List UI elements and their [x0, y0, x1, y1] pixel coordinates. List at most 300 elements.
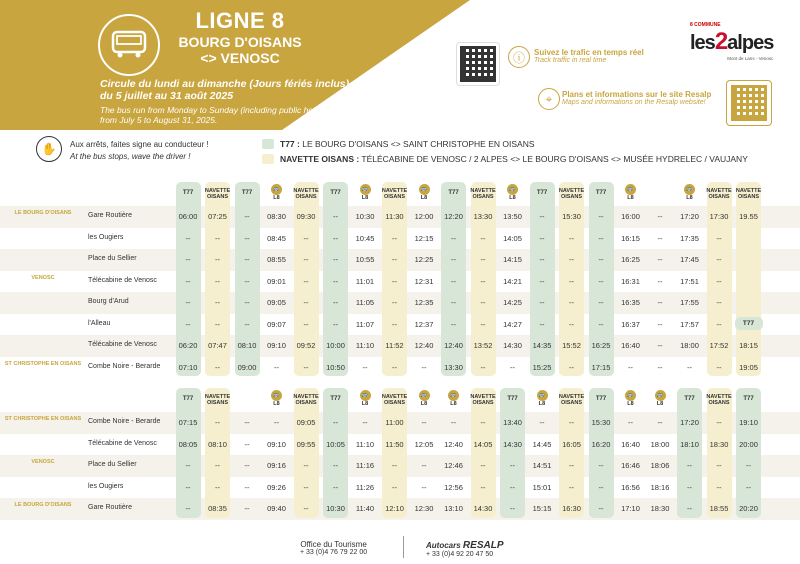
time-cell: -- [598, 298, 604, 307]
time-cell: 16:20 [591, 439, 611, 449]
legend-t77-code: T77 : [280, 139, 300, 149]
time-cell: -- [539, 276, 545, 286]
time-cell: -- [716, 298, 722, 307]
time-cell: 12:25 [414, 255, 434, 264]
time-cell: -- [539, 418, 545, 427]
time-cell: -- [687, 461, 692, 470]
tourism-office-phone[interactable]: + 33 (0)4 76 79 22 00 [300, 549, 368, 556]
time-cell: 08:30 [267, 212, 286, 221]
column-header: T77 [595, 396, 607, 402]
l8-label: L8 [450, 401, 457, 407]
time-cell: 11:50 [385, 439, 404, 449]
time-cell: -- [274, 362, 279, 372]
time-cell: 09:07 [267, 319, 286, 329]
time-cell: 09:52 [296, 341, 316, 350]
column-header: T77 [536, 190, 548, 196]
time-cell: 18:16 [650, 482, 670, 492]
time-cell: 11:01 [355, 276, 375, 286]
time-cell: T77 [735, 317, 763, 330]
column-header [469, 188, 497, 200]
time-cell: -- [598, 504, 604, 513]
les2alpes-logo [690, 22, 773, 61]
time-cell: 10:50 [326, 362, 345, 372]
stop-name: Télécabine de Venosc [88, 341, 157, 348]
time-cell: -- [215, 298, 220, 307]
navette-label: NAVETTE [470, 394, 496, 400]
navette-label: NAVETTE [204, 188, 231, 194]
time-cell: 18:06 [650, 461, 670, 470]
time-cell: 09:05 [267, 298, 286, 307]
oisans-label: OISANS [472, 400, 494, 406]
time-cell: -- [569, 233, 574, 243]
time-cell: 19.55 [739, 212, 758, 221]
column-header: T77 [330, 190, 341, 196]
column-header: T77 [595, 190, 607, 196]
time-cell: -- [244, 504, 250, 513]
navette-label: NAVETTE [293, 394, 319, 400]
time-cell: -- [598, 461, 604, 470]
schedule-en [100, 105, 338, 125]
time-cell: -- [539, 319, 545, 329]
time-cell: -- [569, 362, 574, 372]
service-column [471, 388, 496, 518]
bus-l8-icon: 🚌 [271, 184, 282, 195]
stop-name: Combe Noire - Berarde [88, 418, 161, 425]
time-cell: 14:05 [473, 439, 493, 449]
time-cell: -- [451, 418, 456, 427]
time-cell: -- [687, 482, 692, 492]
time-cell: 12:40 [414, 341, 434, 350]
time-cell: -- [480, 319, 486, 329]
service-column [707, 388, 732, 518]
time-cell: 06:20 [178, 341, 198, 350]
resalp-name: RESALP [462, 540, 504, 551]
time-cell: 14:05 [503, 233, 522, 243]
time-cell: -- [539, 212, 545, 221]
time-cell: -- [392, 482, 397, 492]
wave-note-en: At the bus stops, wave the driver ! [70, 152, 191, 161]
time-cell: 18:55 [709, 504, 729, 513]
l8-label: L8 [273, 195, 280, 201]
zone-label: ST CHRISTOPHE EN OISANS [4, 416, 82, 422]
time-cell: -- [185, 461, 191, 470]
resalp-autocars: Autocars [426, 541, 461, 550]
time-cell: 10:30 [355, 212, 375, 221]
time-cell: 12:35 [414, 298, 434, 307]
time-cell: 15:30 [591, 418, 611, 427]
plans-info-en: Maps and informations on the Resalp website! [562, 99, 706, 106]
navette-label: NAVETTE [558, 188, 585, 194]
time-cell: -- [303, 482, 309, 492]
service-column [382, 388, 407, 518]
time-cell: -- [657, 255, 663, 264]
time-cell: 09:26 [267, 482, 286, 492]
time-cell: 08:10 [208, 439, 227, 449]
bus-l8-icon: 🚌 [625, 390, 636, 401]
time-cell: -- [392, 276, 397, 286]
time-cell: 07:10 [178, 362, 198, 372]
time-cell: 18:00 [680, 341, 699, 350]
column-header [735, 188, 763, 200]
bus-icon [98, 14, 160, 76]
time-cell: -- [215, 319, 220, 329]
time-cell: 11:10 [355, 439, 375, 449]
service-column [677, 388, 702, 518]
bus-l8-icon: 🚌 [419, 390, 430, 401]
time-cell: -- [539, 233, 545, 243]
time-cell: -- [628, 362, 633, 372]
time-cell: -- [303, 362, 309, 372]
stop-name: Gare Routière [88, 212, 132, 219]
time-cell: 10:00 [326, 341, 345, 350]
time-cell: 06:00 [178, 212, 198, 221]
time-cell: 10:45 [355, 233, 375, 243]
time-cell: -- [716, 482, 722, 492]
column-header [351, 390, 379, 407]
time-cell: 09:10 [267, 341, 286, 350]
time-cell: -- [569, 276, 574, 286]
column-header [204, 188, 232, 200]
column-header: T77 [241, 190, 253, 196]
time-cell: 12:31 [414, 276, 434, 286]
column-header [263, 184, 291, 201]
bus-l8-icon: 🚌 [360, 390, 371, 401]
service-column [294, 388, 319, 518]
time-cell: 11:30 [385, 212, 404, 221]
time-cell: -- [362, 362, 368, 372]
time-cell: 16:40 [621, 439, 640, 449]
time-cell: -- [480, 255, 486, 264]
column-header: T77 [182, 190, 194, 196]
l8-label: L8 [686, 195, 693, 201]
time-cell: -- [244, 461, 250, 470]
oisans-label: OISANS [295, 194, 317, 200]
timetable-return [0, 386, 800, 521]
time-cell: -- [657, 298, 663, 307]
time-cell: 16:30 [562, 504, 581, 513]
time-cell: -- [539, 298, 545, 307]
time-cell: -- [215, 255, 220, 264]
time-cell: -- [716, 461, 722, 470]
route-destination: <> VENOSC [200, 50, 280, 66]
time-cell: 15:01 [532, 482, 552, 492]
stop-name: Gare Routière [88, 504, 132, 511]
time-cell: -- [333, 319, 338, 329]
service-column [559, 388, 584, 518]
column-header: T77 [684, 396, 695, 402]
time-cell: -- [392, 298, 397, 307]
line-number: LIGNE 8 [195, 8, 285, 33]
time-cell: -- [392, 233, 397, 243]
time-cell: -- [215, 276, 220, 286]
legend-navette-swatch [262, 154, 274, 164]
time-cell: 17:57 [680, 319, 699, 329]
time-cell: -- [657, 362, 663, 372]
time-cell: -- [274, 418, 279, 427]
time-cell: -- [510, 362, 515, 372]
column-header [440, 390, 468, 407]
time-cell: -- [185, 504, 191, 513]
oisans-label: OISANS [560, 400, 583, 406]
column-header [351, 184, 379, 201]
time-cell: -- [333, 255, 338, 264]
legend-t77-swatch [262, 139, 274, 149]
time-cell: -- [657, 212, 663, 221]
time-cell: 14:35 [532, 341, 552, 350]
l8-label: L8 [420, 195, 428, 201]
time-cell: -- [362, 418, 368, 427]
navette-label: NAVETTE [706, 188, 732, 194]
bus-l8-icon: 🚌 [419, 184, 430, 195]
service-column [500, 388, 525, 518]
time-cell: -- [539, 255, 545, 264]
time-cell: 14:30 [503, 439, 522, 449]
time-cell: -- [628, 418, 633, 427]
time-cell: -- [333, 276, 338, 286]
time-cell: -- [215, 461, 220, 470]
navette-label: NAVETTE [558, 394, 585, 400]
time-cell: -- [598, 276, 604, 286]
time-cell: -- [569, 482, 574, 492]
oisans-label: OISANS [708, 400, 730, 406]
time-cell: 11:00 [385, 418, 404, 427]
time-cell: -- [569, 255, 574, 264]
oisans-label: OISANS [206, 400, 229, 406]
column-header [410, 184, 438, 201]
l8-label: L8 [509, 195, 516, 201]
legend-t77 [262, 139, 535, 149]
time-cell: 07:25 [208, 212, 227, 221]
time-cell: -- [657, 233, 663, 243]
time-cell: 14:15 [503, 255, 522, 264]
time-cell: 18:30 [709, 439, 729, 449]
l8-label: L8 [420, 401, 428, 407]
stop-name: les Ougiers [88, 482, 124, 490]
time-cell: -- [303, 504, 309, 513]
time-cell: -- [716, 362, 722, 372]
oisans-label: OISANS [737, 194, 760, 200]
time-cell: 11:07 [355, 319, 375, 329]
time-cell: -- [510, 461, 515, 470]
time-cell: 16:37 [621, 319, 640, 329]
time-cell: 12:20 [444, 212, 463, 221]
time-cell: 16:40 [621, 341, 640, 350]
bus-l8-icon: 🚌 [271, 390, 282, 401]
stop-name: Combe Noire - Berarde [88, 362, 161, 370]
time-cell: 20:20 [739, 504, 758, 513]
time-cell: 08:35 [208, 504, 227, 513]
time-cell: -- [657, 418, 663, 427]
time-cell: -- [569, 319, 574, 329]
time-cell: 07:15 [178, 418, 198, 427]
time-cell: 11:10 [355, 341, 375, 350]
time-cell: -- [687, 362, 692, 372]
time-cell: 16:25 [621, 255, 640, 264]
time-cell: -- [333, 482, 338, 492]
time-cell: -- [746, 482, 751, 492]
logo-top: 8 COMMUNE [690, 22, 721, 28]
time-cell: -- [244, 439, 250, 449]
time-cell: -- [569, 461, 574, 470]
time-cell: -- [333, 212, 338, 221]
time-cell: 12:05 [414, 439, 434, 449]
logo-alpes: alpes [727, 32, 774, 54]
oisans-label: OISANS [383, 400, 406, 406]
time-cell: 14:30 [473, 504, 493, 513]
zone-label: VENOSC [31, 274, 55, 281]
time-cell: 16:05 [562, 439, 581, 449]
time-cell: -- [716, 255, 722, 264]
schedule-fr-dates: du 5 juillet au 31 août 2025 [100, 90, 234, 102]
column-header: T77 [507, 396, 518, 402]
time-cell: 14:30 [503, 341, 522, 350]
time-cell: 13:10 [444, 504, 463, 513]
time-cell: 09:05 [296, 418, 316, 427]
column-header [292, 394, 320, 406]
time-cell: -- [716, 276, 722, 286]
l8-label: L8 [627, 195, 634, 201]
time-cell: -- [244, 482, 250, 492]
column-header [381, 188, 409, 200]
navette-label: NAVETTE [735, 188, 762, 194]
time-cell: -- [244, 319, 250, 329]
time-cell: -- [480, 276, 486, 286]
time-cell: -- [746, 461, 751, 470]
time-cell: 12:56 [444, 482, 463, 492]
time-cell: -- [303, 233, 309, 243]
traffic-info-icon: ⓘ [508, 46, 530, 68]
time-cell: -- [244, 255, 250, 264]
time-cell: 15:30 [562, 212, 581, 221]
time-cell: -- [185, 255, 191, 264]
time-cell: 17:20 [680, 212, 699, 221]
time-cell: -- [451, 298, 456, 307]
time-cell: -- [657, 341, 663, 350]
oisans-label: OISANS [383, 194, 406, 200]
time-cell: 09:10 [267, 439, 286, 449]
resalp-contact [426, 540, 503, 558]
time-cell: 16:46 [621, 461, 640, 470]
time-cell: -- [392, 362, 397, 372]
traffic-qr-code[interactable] [460, 46, 496, 82]
time-cell: 17:45 [680, 255, 699, 264]
time-cell: -- [303, 461, 309, 470]
time-cell: 17:30 [709, 212, 729, 221]
time-cell: 14:25 [503, 298, 522, 307]
column-header [410, 390, 438, 407]
time-cell: 12:37 [414, 319, 434, 329]
schedule-fr [100, 78, 349, 102]
line-title [170, 8, 310, 66]
time-cell: 07:47 [208, 341, 227, 350]
tourism-office-name: Office du Tourisme [300, 540, 367, 549]
time-cell: 16:25 [591, 341, 611, 350]
time-cell: -- [333, 233, 338, 243]
service-column [176, 388, 201, 518]
time-cell: -- [451, 255, 456, 264]
time-cell: -- [185, 482, 191, 492]
time-cell: -- [480, 461, 486, 470]
time-cell: -- [598, 482, 604, 492]
time-cell: 17:52 [709, 341, 729, 350]
logo-les: les [690, 32, 715, 54]
time-cell: 12:30 [414, 504, 434, 513]
time-cell: 17:20 [680, 418, 699, 427]
time-cell: 12:46 [444, 461, 463, 470]
time-cell: 09:00 [237, 362, 257, 372]
traffic-info-en: Track traffic in real time [534, 57, 607, 64]
zone-label: VENOSC [31, 459, 55, 465]
navette-label: NAVETTE [381, 188, 408, 194]
time-cell: -- [598, 319, 604, 329]
time-cell: -- [480, 362, 486, 372]
time-cell: -- [598, 255, 604, 264]
time-cell: 11:40 [355, 504, 375, 513]
bus-l8-icon: 🚌 [360, 184, 371, 195]
time-cell: 16:15 [621, 233, 640, 243]
column-header [528, 390, 556, 407]
time-cell: -- [185, 233, 191, 243]
time-cell: -- [598, 212, 604, 221]
bus-l8-icon: 🚌 [507, 184, 518, 195]
time-cell: -- [569, 298, 574, 307]
time-cell: 16:56 [621, 482, 640, 492]
time-cell: 13:40 [503, 418, 522, 427]
logo-two: 2 [714, 28, 728, 55]
time-cell: -- [451, 319, 456, 329]
time-cell: -- [451, 233, 456, 243]
time-cell: 19:10 [739, 418, 758, 427]
stop-name: Place du Sellier [88, 255, 137, 262]
time-cell: 18:15 [739, 341, 758, 350]
time-cell: -- [480, 233, 486, 243]
time-cell: 14:45 [532, 439, 552, 449]
traffic-info [534, 48, 644, 64]
time-cell: 11:05 [355, 298, 375, 307]
time-cell: -- [303, 298, 309, 307]
legend-navette-code: NAVETTE OISANS : [280, 154, 360, 164]
time-cell: 14:27 [503, 319, 522, 329]
time-cell: 12:40 [444, 341, 463, 350]
time-cell: -- [215, 482, 220, 492]
map-info-icon: ⌖ [538, 88, 560, 110]
zone-label: LE BOURG D'OISANS [14, 502, 72, 508]
l8-label: L8 [361, 401, 369, 407]
time-cell: 17:35 [680, 233, 699, 243]
time-cell: -- [421, 482, 427, 492]
column-header [617, 390, 645, 407]
bus-l8-icon: 🚌 [655, 390, 666, 401]
navette-label: NAVETTE [381, 394, 408, 400]
column-header [676, 184, 704, 201]
l8-label: L8 [656, 401, 664, 407]
l8-label: L8 [361, 195, 369, 201]
wave-note-fr: Aux arrêts, faites signe au conducteur ! [70, 140, 209, 149]
stop-name: les Ougiers [88, 233, 124, 241]
time-cell: -- [185, 298, 191, 307]
time-cell: -- [303, 255, 309, 264]
tourism-office [300, 540, 367, 556]
column-header [558, 188, 586, 200]
time-cell: -- [303, 319, 309, 329]
time-cell: -- [421, 461, 427, 470]
time-cell: -- [244, 298, 250, 307]
resalp-phone[interactable]: + 33 (0)4 92 20 47 50 [426, 551, 494, 558]
l8-label: L8 [538, 401, 546, 407]
resalp-qr-code[interactable] [731, 85, 767, 121]
column-header [292, 188, 320, 200]
time-cell: -- [333, 298, 338, 307]
